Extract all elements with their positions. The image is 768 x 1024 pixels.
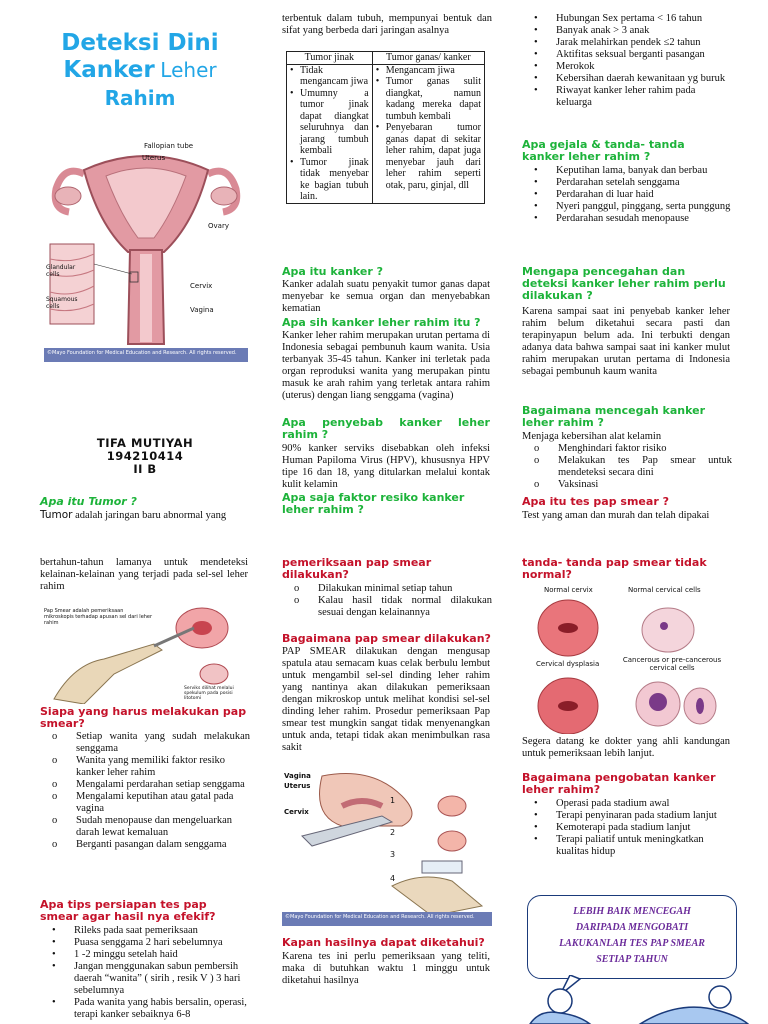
jinak-item: • Umumny a tumor jinak dapat diangkat seluruhnya dan jarang tumbuh kembali [290, 88, 369, 157]
pap-smear-illustration [44, 604, 248, 704]
procedure-diagram [282, 766, 492, 926]
kanker-leher-heading: Apa sih kanker leher rahim itu ? [282, 316, 481, 329]
pengobatan-item: • Operasi pada stadium awal [522, 798, 722, 810]
mencegah-item: o Melakukan tes Pap smear untuk mendeteksi secara dini [522, 455, 732, 479]
pengobatan-list [522, 798, 722, 858]
cells-label-normal-cells: Normal cervical cells [628, 586, 701, 594]
table-cell-jinak [287, 64, 373, 203]
siapa-heading: Siapa yang harus melakukan pap smear? [40, 705, 247, 730]
gejala-item: • Nyeri panggul, pinggang, serta punggung [522, 201, 732, 213]
slogan-line: SETIAP TAHUN [596, 954, 668, 965]
kapan-item: o Dilakukan minimal setiap tahun [282, 583, 492, 595]
pengobatan-item: • Terapi paliatif untuk meningkatkan kualitas hidup [522, 834, 722, 858]
proc-label-vagina: Vagina [284, 772, 311, 780]
siapa-item: o Setiap wanita yang sudah melakukan senggama [40, 731, 250, 755]
faktor-item: • Kebersihan daerah kewanitaan yg buruk [522, 73, 732, 85]
proc-step-3: 3 [390, 850, 396, 859]
mengapa-heading: Mengapa pencegahan dan deteksi kanker leher rahim perlu dilakukan ? [522, 265, 726, 302]
tumor-comparison-table [286, 51, 485, 204]
segera-text: Segera datang ke dokter yang ahli kandungan untuk pemeriksaan lebih lanjut. [522, 736, 730, 759]
gejala-item: • Perdarahan sesudah menopause [522, 213, 732, 225]
people-clipart [520, 975, 750, 1024]
kapan-dilakukan-list [282, 583, 492, 619]
hasil-heading: Kapan hasilnya dapat diketahui? [282, 936, 485, 949]
table-header-ganas: Tumor ganas/ kanker [372, 52, 484, 65]
slogan-text [528, 904, 736, 968]
proc-step-4: 4 [390, 874, 396, 883]
ganas-item: • Penyebaran tumor ganas dapat di sekitar leher rahim, dapat juga menyebar jauh dari leher rahim seperti otak, paru, ginjal, dll [376, 122, 481, 191]
mencegah-heading: Bagaimana mencegah kanker leher rahim ? [522, 404, 706, 429]
tumor-text-cont: bertahun-tahun lamanya untuk mendeteksi kelainan-kelainan yang terjadi pada sel-sel leher rahim [40, 557, 248, 592]
author-id: 194210414 [106, 449, 184, 463]
cervical-cells-illustration [530, 586, 730, 734]
mencegah-item: o Vaksinasi [522, 479, 732, 491]
title-rahim: Rahim [104, 86, 176, 110]
faktor-item: • Hubungan Sex pertama < 16 tahun [522, 13, 732, 25]
jinak-item: • Tidak mengancam jiwa [290, 65, 369, 88]
siapa-item: o Mengalami keputihan atau gatal pada vagina [40, 791, 250, 815]
tips-heading: Apa tips persiapan tes pap smear agar hasil nya efekif? [40, 898, 216, 923]
gejala-list [522, 165, 732, 225]
label-ovary: Ovary [208, 222, 229, 230]
faktor-item: • Merokok [522, 61, 732, 73]
tumor-lead: Tumor [40, 509, 73, 521]
mencegah-intro: Menjaga kebersihan alat kelamin [522, 431, 662, 442]
jinak-item: • Tumor jinak tidak menyebar ke bagian tubuh lain. [290, 157, 369, 203]
siapa-item: o Sudah menopause dan mengeluarkan darah lewat kemaluan [40, 815, 250, 839]
gejala-item: • Perdarahan setelah senggama [522, 177, 732, 189]
slogan-line: LAKUKANLAH TES PAP SMEAR [559, 938, 705, 949]
mengapa-text: Karena sampai saat ini penyebab kanker leher rahim belum diketahui secara pasti dan terapinyapun belum ada. Ini terbukti dengan adanya data bahwa sampai saat ini kanker mulut rahim merupakan urutan pertama di Indonesia sebagai pembunuh kaum wanita [522, 306, 730, 377]
tips-item: • Puasa senggama 2 hari sebelumnya [40, 937, 250, 949]
penyebab-heading: Apa penyebab kanker leher rahim ? [282, 416, 490, 441]
tips-list [40, 925, 250, 1021]
kapan-dilakukan-heading: pemeriksaan pap smear dilakukan? [282, 556, 432, 581]
faktor-heading: Apa saja faktor resiko kanker leher rahim ? [282, 491, 465, 516]
pap-caption: Pap Smear adalah pemeriksaan mikroskopis terhadap apusan sel dari leher rahim [44, 608, 153, 626]
gejala-heading: Apa gejala & tanda- tanda kanker leher rahim ? [522, 138, 685, 163]
kanker-text: Kanker adalah suatu penyakit tumor ganas dapat menyebar ke semua organ dan menyebabkan kematian [282, 279, 490, 314]
kanker-leher-text: Kanker leher rahim merupakan urutan pertama di Indonesia sebagai pembunuh kaum wanita. Usia terbanyak 35-45 tahun. Kanker ini terletak pada organ reproduksi wanita yang merupakan pintu masuk ke arah rahim yang terletak antara rahim (uterus) dengan liang senggama (vagina) [282, 330, 490, 401]
table-cell-ganas [372, 64, 484, 203]
title-leher: Leher [160, 58, 217, 82]
ganas-item: • Mengancam jiwa [376, 65, 481, 77]
ganas-item: • Tumor ganas sulit diangkat, namun kadang mereka dapat tumbuh kembali [376, 76, 481, 122]
table-header-jinak: Tumor jinak [287, 52, 373, 65]
proc-step-2: 2 [390, 828, 396, 837]
slogan-callout [527, 895, 737, 979]
proc-step-1: 1 [390, 796, 396, 805]
tumor-text-top [40, 509, 248, 522]
title-line1: Deteksi Dini [61, 30, 219, 56]
siapa-item: o Berganti pasangan dalam senggama [40, 839, 250, 851]
label-squamous: Squamous cells [46, 296, 78, 310]
penyebab-text: 90% kanker serviks disebabkan oleh infeksi Human Papiloma Virus (HPV), khususnya HPV tipe 16 dan 18, yang ditularkan melalui kontak kulit kelamin [282, 443, 490, 490]
label-uterus: Uterus [142, 154, 166, 162]
siapa-item: o Wanita yang memiliki faktor resiko kanker leher rahim [40, 755, 250, 779]
pengobatan-heading: Bagaimana pengobatan kanker leher rahim? [522, 771, 716, 796]
tips-item: • Pada wanita yang habis bersalin, operasi, terapi kanker sebaiknya 6-8 [40, 997, 250, 1021]
faktor-item: • Riwayat kanker leher rahim pada keluarga [522, 85, 732, 109]
pap-caption2: Serviks dilihat melalui spekulum pada posisi litotomi [184, 686, 234, 701]
kanker-heading: Apa itu kanker ? [282, 265, 384, 278]
label-cervix: Cervix [190, 282, 213, 290]
author-block [60, 437, 230, 476]
hasil-text: Karena tes ini perlu pemeriksaan yang teliti, maka di butuhkan waktu 1 minggu untuk diketahui hasilnya [282, 951, 490, 986]
cells-label-normal-cervix: Normal cervix [544, 586, 593, 594]
label-fallopian-tube: Fallopian tube [144, 142, 194, 150]
cells-label-cancerous: Cancerous or pre-cancerous cervical cells [622, 656, 722, 672]
tumor-text-top-body: adalah jaringan baru abnormal yang [75, 510, 227, 521]
bagaimana-heading: Bagaimana pap smear dilakukan? [282, 632, 491, 645]
faktor-list [522, 13, 732, 109]
tips-item: • 1 -2 minggu setelah haid [40, 949, 250, 961]
mencegah-list [522, 443, 732, 491]
slogan-line: DARIPADA MENGOBATI [575, 922, 689, 933]
cells-label-dysplasia: Cervical dysplasia [536, 660, 600, 668]
tumor-intro: terbentuk dalam tubuh, mempunyai bentuk dan sifat yang berbeda dari jaringan asalnya [282, 13, 492, 36]
pengobatan-item: • Kemoterapi pada stadium lanjut [522, 822, 722, 834]
anatomy-copyright: ©Mayo Foundation for Medical Education and Research. All rights reserved. [47, 350, 237, 356]
faktor-item: • Aktifitas seksual berganti pasangan [522, 49, 732, 61]
tumor-heading: Apa itu Tumor ? [40, 495, 137, 508]
pengobatan-item: • Terapi penyinaran pada stadium lanjut [522, 810, 722, 822]
slogan-line: LEBIH BAIK MENCEGAH [573, 906, 691, 917]
procedure-copyright: ©Mayo Foundation for Medical Education and Research. All rights reserved. [285, 914, 475, 920]
tidak-normal-heading: tanda- tanda pap smear tidak normal? [522, 556, 707, 581]
procedure-illustration [282, 766, 492, 926]
proc-label-uterus: Uterus [284, 782, 311, 790]
mencegah-item: o Menghindari faktor risiko [522, 443, 732, 455]
kapan-item: o Kalau hasil tidak normal dilakukan sesuai dengan kelainannya [282, 595, 492, 619]
label-vagina: Vagina [190, 306, 214, 314]
tes-pap-heading: Apa itu tes pap smear ? [522, 495, 669, 508]
label-glandular: Glandular cells [46, 264, 76, 278]
gejala-item: • Perdarahan di luar haid [522, 189, 732, 201]
uterus-diagram [44, 134, 248, 362]
tips-item: • Rileks pada saat pemeriksaan [40, 925, 250, 937]
gejala-item: • Keputihan lama, banyak dan berbau [522, 165, 732, 177]
faktor-item: • Banyak anak > 3 anak [522, 25, 732, 37]
anatomy-illustration [44, 134, 248, 362]
faktor-item: • Jarak melahirkan pendek ≤2 tahun [522, 37, 732, 49]
tips-item: • Jangan menggunakan sabun pembersih daerah “wanita” ( sirih , resik V ) 3 hari sebelumnya [40, 961, 250, 997]
title-kanker: Kanker [63, 57, 155, 83]
siapa-item: o Mengalami perdarahan setiap senggama [40, 779, 250, 791]
brochure-title [40, 30, 240, 112]
author-class: II B [133, 462, 157, 476]
proc-label-cervix: Cervix [284, 808, 309, 816]
author-name: TIFA MUTIYAH [96, 436, 194, 450]
bagaimana-text: PAP SMEAR dilakukan dengan mengusap spatula atau semacam kuas celak berbulu lembut untuk mengambil sel-sel dinding leher rahim yang nantinya akan dilakukan pemeriksaan dengan mikroskop untuk melihat kondisi sel-sel dinding leher rahim. Prosedur pemeriksaan Pap smear test mungkin sangat tidak menyenangkan untuk anda, tetapi tidak akan menimbulkan rasa sakit [282, 646, 490, 753]
tes-pap-text: Test yang aman dan murah dan telah dipakai [522, 510, 710, 521]
siapa-list [40, 731, 250, 851]
